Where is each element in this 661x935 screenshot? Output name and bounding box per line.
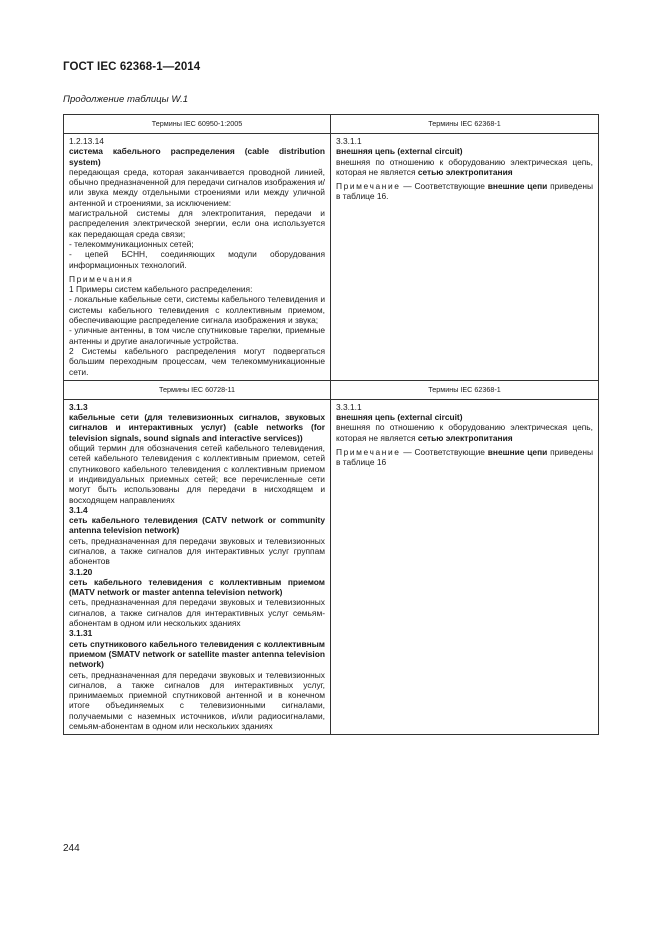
note-text: - уличные антенны, в том числе спутниковые тарелки, приемные антенны и другие аналогичные устройства.: [69, 325, 325, 346]
term-name: внешняя цепь (external circuit): [336, 412, 463, 423]
note-text: - локальные кабельные сети, системы кабельного телевидения и системы кабельного телевидения с коллективным приемом, обеспечивающие распределение сигнала изображения и звука;: [69, 294, 325, 326]
column-header-left: Термины IEC 60728-11: [64, 380, 331, 399]
term-cell-right: [331, 399, 599, 735]
notes-label: Примечания: [69, 273, 134, 284]
list-item: - цепей БСНН, соединяющих модули оборудования информационных технологий.: [69, 249, 325, 270]
column-header-right: Термины IEC 62368-1: [331, 115, 599, 134]
term-definition: внешняя по отношению к оборудованию электрическая цепь, которая не является сетью электропитания: [336, 156, 593, 177]
column-header-right: Термины IEC 62368-1: [331, 380, 599, 399]
term-definition: общий термин для обозначения сетей кабельного телевидения, сетей кабельного телевидения с коллективным приемом, сетей спутникового кабельного телевидения с коллективным приемом и индивидуальных приемных сетей; все перечисленные сети могут быть использованы для передачи в нисходящем и восходящем направлениях: [69, 443, 325, 505]
table-header-row-2: [64, 380, 599, 399]
term-cell-left: [64, 134, 331, 381]
term-number: 3.1.3: [69, 401, 88, 412]
term-definition: сеть, предназначенная для передачи звуковых и телевизионных сигналов, а также сигналов для интерактивных услуг семьям-абонентам в одном или нескольких зданиях: [69, 597, 325, 629]
table-row: [64, 134, 599, 381]
document-title: ГОСТ IEC 62368-1—2014: [63, 61, 201, 73]
term-cell-right: [331, 134, 599, 381]
term-number: 3.3.1.1: [336, 136, 362, 146]
term-exclusion-intro: магистральной системы для электропитания, передачи и распределения электрической энергии, если она используется как передающая среда связи;: [69, 208, 325, 239]
term-definition: сеть, предназначенная для передачи звуковых и телевизионных сигналов, а также сигналов для интерактивных услуг группам абонентов: [69, 535, 325, 567]
term-definition: сеть, предназначенная для передачи звуковых и телевизионных сигналов, а также сигналов для интерактивных услуг, принимаемых приемной спутниковой антенной и в конечном итоге объединяемых с телевизионными сигналами, получаемыми с наземных источников, и/или радиосигналами, семьям-абонентам в одном или нескольких зданиях: [69, 669, 325, 732]
term-definition: передающая среда, которая заканчивается проводной линией, обычно предназначенной для передачи сигналов изображения и/или звука между отдельными строениями или между уличной антенной и строениями, за исключением:: [69, 166, 325, 208]
term-name: система кабельного распределения (cable distribution system): [69, 146, 325, 167]
term-number: 3.1.4: [69, 504, 88, 515]
list-item: - телекоммуникационных сетей;: [69, 238, 194, 249]
column-header-left: Термины IEC 60950-1:2005: [64, 115, 331, 134]
note-text: Примечание — Соответствующие внешние цепи приведены в таблице 16.: [336, 181, 593, 202]
table-row: [64, 399, 599, 735]
term-name: кабельные сети (для телевизионных сигналов, звуковых сигналов и интерактивных услуг) (cable networks (for television signals, sound signals and interactive services)): [69, 412, 325, 443]
term-name: внешняя цепь (external circuit): [336, 146, 463, 157]
terms-comparison-table: [63, 114, 599, 735]
note-text: 2 Системы кабельного распределения могут подвергаться большим переходным процессам, чем телекоммуникационные сети.: [69, 345, 325, 377]
term-name: сеть кабельного телевидения (CATV network or community antenna television network): [69, 515, 325, 536]
term-name: сеть кабельного телевидения с коллективным приемом (MATV network or master antenna television network): [69, 576, 325, 598]
term-name: сеть спутникового кабельного телевидения с коллективным приемом (SMATV network or satellite master antenna television network): [69, 638, 325, 670]
term-cell-left: [64, 399, 331, 735]
table-header-row-1: [64, 115, 599, 134]
page-number: 244: [63, 843, 80, 854]
term-definition: внешняя по отношению к оборудованию электрическая цепь, которая не является сетью электропитания: [336, 422, 593, 443]
note-text: 1 Примеры систем кабельного распределения:: [69, 284, 253, 295]
term-number: 3.3.1.1: [336, 401, 362, 412]
term-number: 3.1.20: [69, 566, 93, 577]
note-text: Примечание — Соответствующие внешние цепи приведены в таблице 16: [336, 447, 593, 468]
term-number: 3.1.31: [69, 628, 93, 639]
term-number: 1.2.13.14: [69, 136, 104, 146]
table-continuation-caption: Продолжение таблицы W.1: [63, 94, 189, 105]
